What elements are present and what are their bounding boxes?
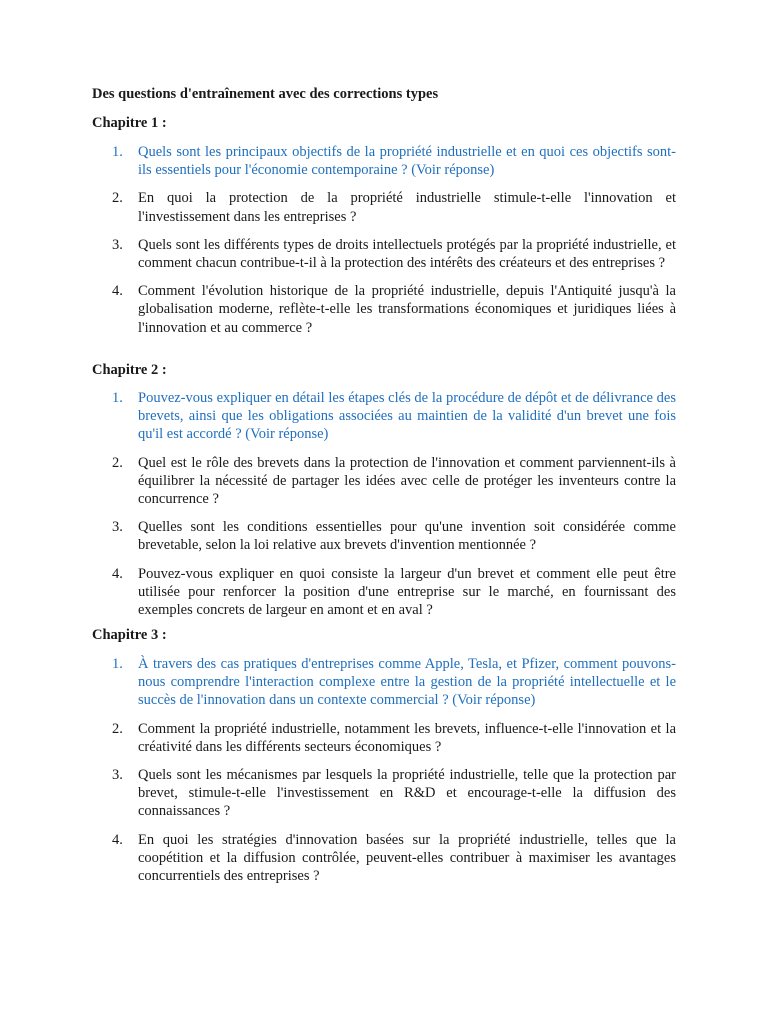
question-text: Quel est le rôle des brevets dans la protection de l'innovation et comment parviennent-ils à équilibrer la nécessité de partager les idées avec celle de protéger les inventeurs contre la concurrence ?: [138, 454, 676, 508]
chapter-2-heading: Chapitre 2 :: [92, 362, 167, 378]
question-number: 2.: [112, 720, 123, 737]
question-number: 1.: [112, 656, 123, 672]
question-text: Quels sont les mécanismes par lesquels la propriété industrielle, telle que la protection par brevet, stimule-t-elle l'investissement en R&D et encourage-t-elle la diffusion des connaissances ?: [138, 767, 676, 820]
chapter-1-question-2: [92, 189, 676, 225]
question-number: 1.: [112, 144, 123, 160]
chapter-2-question-2: [92, 454, 676, 509]
question-text: Quels sont les différents types de droits intellectuels protégés par la propriété industrielle, et comment chacun contribue-t-il à la protection des intérêts des créateurs et des entreprises ?: [138, 236, 676, 272]
question-text: Pouvez-vous expliquer en quoi consiste la largeur d'un brevet et comment elle peut être utilisée pour renforcer la position d'une entreprise sur le marché, en fournissant des exemples concrets de largeur en amont et en aval ?: [138, 565, 676, 619]
question-text: Comment l'évolution historique de la propriété industrielle, depuis l'Antiquité jusqu'à la globalisation moderne, reflète-t-elle les transformations économiques et juridiques liées à l'innovation et au commerce ?: [138, 283, 676, 336]
question-number: 1.: [112, 390, 123, 406]
question-number: 4.: [112, 831, 123, 848]
question-number: 3.: [112, 519, 123, 536]
chapter-3-question-2: [92, 720, 676, 756]
question-text: À travers des cas pratiques d'entreprises comme Apple, Tesla, et Pfizer, comment pouvons-nous comprendre l'interaction complexe entre la gestion de la propriété intellectuelle et le succès de l'innovation dans un contexte commercial ? (Voir réponse): [138, 656, 676, 709]
chapter-2-question-3: [92, 518, 676, 554]
question-text: Quels sont les principaux objectifs de la propriété industrielle et en quoi ces objectifs sont-ils essentiels pour l'économie contemporaine ? (Voir réponse): [138, 144, 676, 179]
question-number: 4.: [112, 565, 123, 582]
chapter-1-question-4: [92, 282, 676, 337]
question-text: Quelles sont les conditions essentielles pour qu'une invention soit considérée comme brevetable, selon la loi relative aux brevets d'invention mentionnée ?: [138, 519, 676, 554]
question-text: En quoi la protection de la propriété industrielle stimule-t-elle l'innovation et l'investissement dans les entreprises ?: [138, 190, 676, 225]
document-title: Des questions d'entraînement avec des corrections types: [92, 86, 439, 102]
question-number: 3.: [112, 236, 123, 253]
chapter-1-questions: [92, 143, 676, 347]
chapter-3-heading: Chapitre 3 :: [92, 627, 167, 643]
question-number: 3.: [112, 767, 123, 784]
chapter-3-questions: [92, 655, 676, 895]
chapter-1-question-3: [92, 236, 676, 272]
chapter-1-heading: Chapitre 1 :: [92, 115, 167, 131]
question-number: 4.: [112, 283, 123, 300]
question-text: Pouvez-vous expliquer en détail les étapes clés de la procédure de dépôt et de délivrance des brevets, ainsi que les obligations associées au maintien de la validité d'un brevet une fois qu'il est accordé ? (Voir réponse): [138, 390, 676, 443]
chapter-2-questions: [92, 389, 676, 629]
chapter-2-question-4: [92, 565, 676, 620]
chapter-2-question-1-link[interactable]: [92, 389, 676, 444]
question-number: 2.: [112, 190, 123, 207]
question-text: En quoi les stratégies d'innovation basées sur la propriété industrielle, telles que la coopétition et la diffusion contrôlée, peuvent-elles contribuer à maximiser les avantages concurrentiels des entreprises ?: [138, 831, 676, 885]
chapter-3-question-3: [92, 766, 676, 821]
question-text: Comment la propriété industrielle, notamment les brevets, influence-t-elle l'innovation et la créativité dans les différents secteurs économiques ?: [138, 720, 676, 755]
chapter-3-question-1-link[interactable]: [92, 655, 676, 710]
question-number: 2.: [112, 454, 123, 471]
chapter-3-question-4: [92, 831, 676, 886]
chapter-1-question-1-link[interactable]: [92, 143, 676, 179]
